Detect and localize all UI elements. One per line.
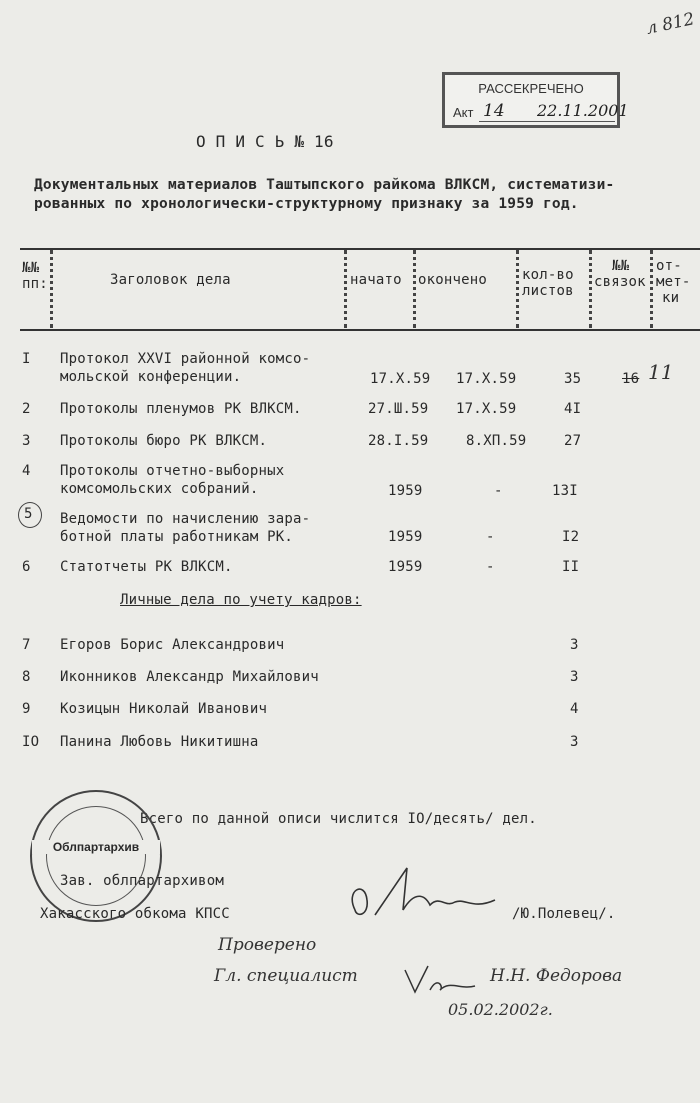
row-title-line1: Ведомости по начислению зара-: [60, 511, 311, 527]
personal-num: 7: [22, 637, 31, 653]
head-title-line2: Хакасского обкома КПСС: [40, 906, 230, 922]
col-divider-6: [650, 250, 653, 328]
declassified-stamp: [442, 72, 629, 128]
row-end: 17.X.59: [456, 401, 517, 417]
stamp-akt-label: Акт: [453, 105, 474, 120]
header-num-line1: №№: [22, 260, 40, 276]
row-count: I2: [562, 529, 580, 545]
header-bundle-line1: №№: [612, 258, 630, 274]
row-start: 17.X.59: [370, 371, 431, 387]
row-title-line1: Протоколы пленумов РК ВЛКСМ.: [60, 401, 302, 417]
row-num: 3: [22, 433, 31, 449]
row-title-line1: Протоколы бюро РК ВЛКСМ.: [60, 433, 268, 449]
table-top-rule: [20, 248, 700, 250]
seal-center-text: Облпартархив: [32, 840, 160, 854]
specialist-signature: [400, 960, 480, 1000]
doc-subtitle-line1: Документальных материалов Таштыпского райкома ВЛКСМ, систематизи-: [34, 177, 615, 193]
col-divider-5: [589, 250, 592, 328]
archive-seal: [30, 790, 162, 922]
header-bundle-line2: связок: [594, 274, 646, 290]
stamp-akt-number: 14: [483, 101, 505, 121]
row-start: 28.I.59: [368, 433, 429, 449]
checked-note: Проверено: [218, 935, 317, 955]
row-title-line2: мольской конференции.: [60, 369, 242, 385]
row-year: 1959: [388, 529, 423, 545]
row-num: 5: [24, 506, 33, 522]
row-num: I: [22, 351, 31, 367]
personal-count: 4: [570, 701, 579, 717]
row-title-line1: Статотчеты РК ВЛКСМ.: [60, 559, 233, 575]
personal-name: Иконников Александр Михайлович: [60, 669, 319, 685]
row-title-line1: Протоколы отчетно-выборных: [60, 463, 285, 479]
header-count-line2: листов: [522, 283, 574, 299]
doc-subtitle-line2: рованных по хронологически-структурному признаку за 1959 год.: [34, 196, 579, 212]
total-line: Всего по данной описи числится IO/десять/ дел.: [140, 811, 537, 827]
header-end: окончено: [418, 272, 488, 288]
row-year: 1959: [388, 483, 423, 499]
table-header-rule: [20, 329, 700, 331]
col-divider-2: [344, 250, 347, 328]
specialist-line: Гл. специалист: [214, 966, 358, 986]
row-num: 4: [22, 463, 31, 479]
personal-count: 3: [570, 734, 579, 750]
row-end-dash: -: [494, 483, 503, 499]
head-signer-name: /Ю.Полевец/.: [512, 906, 616, 922]
col-divider-1: [50, 250, 53, 328]
row-title-line2: комсомольских собраний.: [60, 481, 259, 497]
stamp-akt-date: 22.11.2001: [537, 101, 629, 120]
specialist-name: Н.Н. Федорова: [490, 966, 623, 986]
row-bundle: 16: [622, 371, 640, 387]
stamp-title: РАССЕКРЕЧЕНО: [478, 81, 584, 96]
row-title-line2: ботной платы работникам РК.: [60, 529, 293, 545]
checked-date: 05.02.2002г.: [448, 1000, 553, 1019]
row-year: 1959: [388, 559, 423, 575]
doc-title: О П И С Ь № 16: [196, 132, 334, 151]
personal-num: 9: [22, 701, 31, 717]
stamp-underline: [479, 121, 615, 122]
head-signature: [345, 860, 505, 930]
row-end: 8.XП.59: [466, 433, 527, 449]
personal-count: 3: [570, 637, 579, 653]
header-notes-line3: ки: [662, 290, 680, 306]
row-end-dash: -: [486, 529, 495, 545]
header-notes-line1: от-: [656, 258, 682, 274]
personal-num: 8: [22, 669, 31, 685]
row-end-dash: -: [486, 559, 495, 575]
row-count: 35: [564, 371, 582, 387]
row-count: II: [562, 559, 580, 575]
header-start: начато: [350, 272, 402, 288]
header-num-line2: пп:: [22, 276, 48, 292]
col-divider-4: [516, 250, 519, 328]
row-end: 17.X.59: [456, 371, 517, 387]
header-count-line1: кол-во: [522, 267, 574, 283]
personal-name: Егоров Борис Александрович: [60, 637, 285, 653]
personal-name: Панина Любовь Никитишна: [60, 734, 259, 750]
personal-name: Козицын Николай Иванович: [60, 701, 268, 717]
row-count: 27: [564, 433, 582, 449]
seal-inner-ring: [46, 806, 146, 906]
section-heading: Личные дела по учету кадров:: [120, 592, 362, 608]
personal-count: 3: [570, 669, 579, 685]
header-title: Заголовок дела: [110, 272, 231, 288]
header-notes-line2: мет-: [656, 274, 691, 290]
head-title-line1: Зав. облпартархивом: [60, 873, 224, 889]
row-title-line1: Протокол XXVI районной комсо-: [60, 351, 311, 367]
row-count: 4I: [564, 401, 582, 417]
row-start: 27.Ш.59: [368, 401, 429, 417]
row-num: 2: [22, 401, 31, 417]
personal-num: IO: [22, 734, 40, 750]
archive-folio-mark: л 812: [644, 9, 697, 39]
row-count: 13I: [552, 483, 578, 499]
col-divider-3: [413, 250, 416, 328]
row-bundle-handwritten: 11: [648, 360, 674, 384]
row-num: 6: [22, 559, 31, 575]
